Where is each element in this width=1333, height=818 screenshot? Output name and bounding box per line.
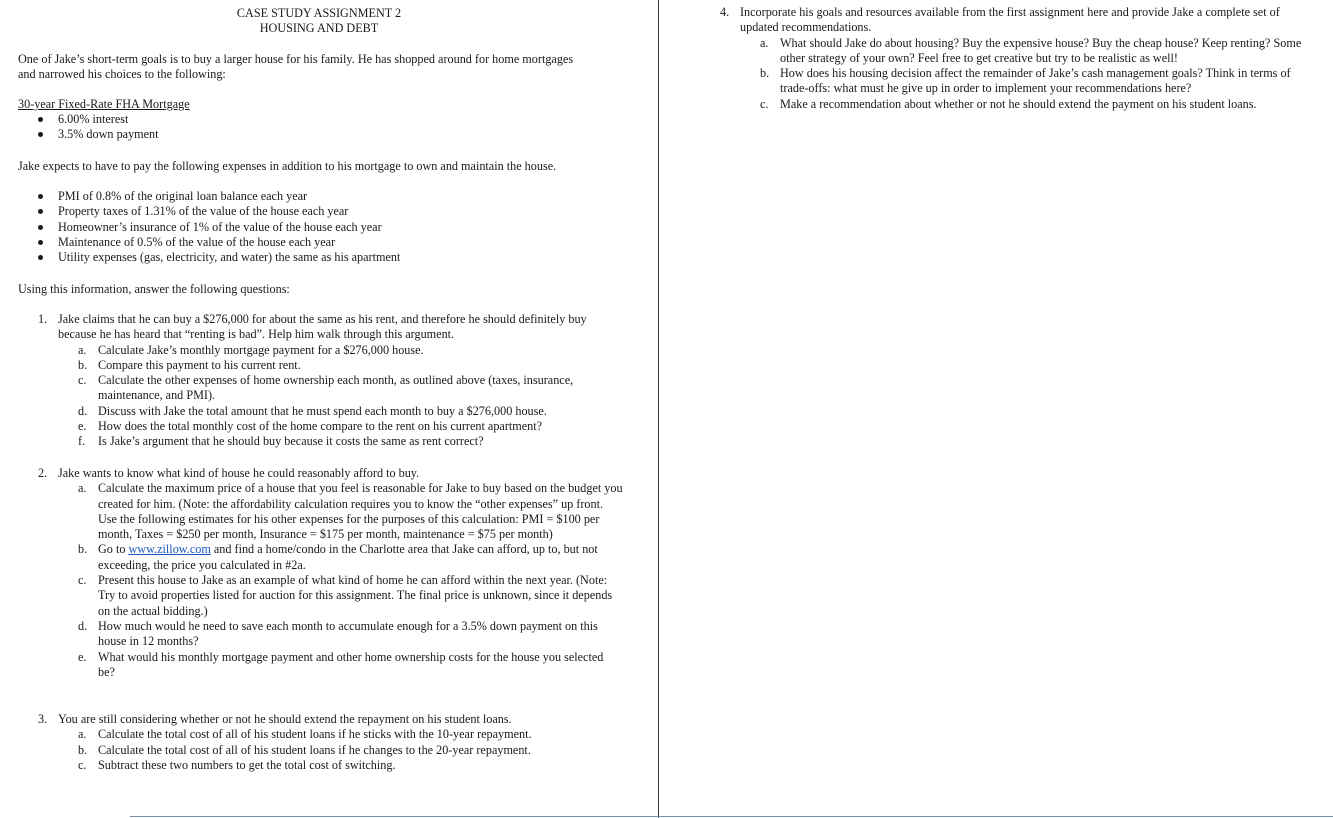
sub-letter: b. bbox=[760, 66, 770, 81]
sub-text: Calculate the maximum price of a house that you feel is reasonable for Jake to buy based on the budget you created for him. (Note: the affordability calculation requires you to know the “other expenses” up front. Use the following estimates for his other expenses for the purposes of this calculation: PMI = $100 per month, Taxes = $250 per month, Insurance = $175 per month, maintenance = $75 per month) bbox=[98, 481, 623, 542]
sub-question bbox=[78, 573, 623, 619]
sub-question bbox=[760, 66, 1310, 97]
sub-letter: c. bbox=[78, 573, 87, 588]
sub-text: Discuss with Jake the total amount that he must spend each month to buy a $276,000 house. bbox=[98, 403, 547, 418]
question-number: 1. bbox=[38, 312, 48, 326]
sub-question bbox=[78, 404, 623, 419]
list-item: Maintenance of 0.5% of the value of the house each year bbox=[38, 235, 400, 250]
mortgage-heading: 30-year Fixed-Rate FHA Mortgage bbox=[18, 97, 190, 111]
sub-letter: a. bbox=[760, 35, 769, 50]
question-text: Jake claims that he can buy a $276,000 for about the same as his rent, and therefore he should definitely buy because he has heard that “renting is bad”. Help him walk through this argument. bbox=[58, 312, 587, 342]
sub-text: What should Jake do about housing? Buy the expensive house? Buy the cheap house? Keep renting? Some other strategy of your own? Feel free to get creative but try to be realistic as well! bbox=[780, 35, 1302, 65]
sub-letter: b. bbox=[78, 742, 88, 757]
sub-text-pre: Go to bbox=[98, 542, 129, 557]
expenses-intro: Jake expects to have to pay the following expenses in addition to his mortgage to own and maintain the house. bbox=[18, 159, 557, 173]
sub-question bbox=[78, 650, 623, 681]
sub-question bbox=[78, 434, 623, 449]
sub-letter: d. bbox=[78, 618, 88, 633]
sub-question bbox=[78, 758, 623, 773]
sub-text-post: and find a home/condo in the Charlotte area that Jake can afford, up to, but not exceeding, the price you calculated in #2a. bbox=[98, 542, 598, 572]
sub-letter: e. bbox=[78, 419, 87, 434]
question-4 bbox=[720, 5, 1310, 112]
question-number: 2. bbox=[38, 466, 48, 480]
zillow-link[interactable]: www.zillow.com bbox=[128, 542, 211, 557]
question-text: Incorporate his goals and resources available from the first assignment here and provide Jake a complete set of updated recommendations. bbox=[740, 5, 1280, 35]
expenses-list bbox=[38, 189, 400, 265]
sub-text: Make a recommendation about whether or not he should extend the payment on his student loans. bbox=[780, 96, 1257, 111]
sub-text: Calculate the other expenses of home ownership each month, as outlined above (taxes, insurance, maintenance, and PMI). bbox=[98, 373, 574, 403]
sub-question bbox=[78, 481, 623, 542]
sub-letter: e. bbox=[78, 649, 87, 664]
list-item: Property taxes of 1.31% of the value of the house each year bbox=[38, 204, 400, 219]
question-number: 3. bbox=[38, 712, 48, 726]
sub-text: How does the total monthly cost of the home compare to the rent on his current apartment? bbox=[98, 419, 543, 434]
sub-letter: a. bbox=[78, 342, 87, 357]
sub-text: How does his housing decision affect the remainder of Jake’s cash management goals? Think in terms of trade-offs: what must he give up in order to implement your recommendations here? bbox=[780, 66, 1291, 96]
sub-question-list bbox=[38, 481, 623, 680]
assignment-subtitle: HOUSING AND DEBT bbox=[259, 21, 379, 35]
sub-letter: b. bbox=[78, 357, 88, 372]
question-2 bbox=[38, 466, 623, 680]
question-number: 4. bbox=[720, 5, 730, 19]
sub-text: Calculate the total cost of all of his student loans if he sticks with the 10-year repayment. bbox=[98, 727, 532, 742]
list-item: Homeowner’s insurance of 1% of the value of the house each year bbox=[38, 220, 400, 235]
sub-letter: c. bbox=[78, 757, 87, 772]
sub-text: Subtract these two numbers to get the total cost of switching. bbox=[98, 757, 396, 772]
sub-letter: c. bbox=[78, 373, 87, 388]
instructions-line: Using this information, answer the following questions: bbox=[18, 282, 290, 296]
question-1 bbox=[38, 312, 623, 450]
right-page bbox=[659, 0, 1333, 818]
assignment-title: CASE STUDY ASSIGNMENT 2 bbox=[236, 6, 402, 20]
intro-paragraph: One of Jake’s short-term goals is to buy a larger house for his family. He has shopped around for home mortgages and narrowed his choices to the following: bbox=[18, 52, 574, 82]
sub-letter: c. bbox=[760, 96, 769, 111]
sub-text: Is Jake’s argument that he should buy because it costs the same as rent correct? bbox=[98, 434, 484, 449]
sub-text: Present this house to Jake as an example of what kind of home he can afford within the next year. (Note: Try to avoid properties listed for auction for this assignment. The final price is unknown, since it depends on the actual bidding.) bbox=[98, 573, 613, 618]
sub-question-list bbox=[38, 727, 623, 773]
sub-letter: a. bbox=[78, 727, 87, 742]
sub-text: What would his monthly mortgage payment and other home ownership costs for the house you selected be? bbox=[98, 649, 604, 679]
list-item: 3.5% down payment bbox=[38, 127, 159, 142]
sub-question bbox=[78, 343, 623, 358]
question-3 bbox=[38, 712, 623, 773]
list-item: 6.00% interest bbox=[38, 112, 159, 127]
sub-question-list bbox=[38, 343, 623, 450]
sub-question bbox=[78, 542, 623, 573]
sub-letter: f. bbox=[78, 434, 86, 449]
sub-text: How much would he need to save each month to accumulate enough for a 3.5% down payment on this house in 12 months? bbox=[98, 618, 598, 649]
sub-text: Compare this payment to his current rent. bbox=[98, 357, 301, 372]
sub-text: Calculate Jake’s monthly mortgage payment for a $276,000 house. bbox=[98, 342, 424, 357]
sub-text: Calculate the total cost of all of his student loans if he changes to the 20-year repayment. bbox=[98, 742, 531, 757]
sub-letter: d. bbox=[78, 403, 88, 418]
sub-letter: b. bbox=[78, 542, 88, 557]
sub-question bbox=[78, 743, 623, 758]
sub-question bbox=[78, 619, 623, 650]
mortgage-terms-list bbox=[38, 112, 159, 143]
sub-question bbox=[78, 358, 623, 373]
left-page bbox=[0, 0, 659, 818]
sub-question bbox=[78, 373, 623, 404]
sub-question bbox=[760, 36, 1310, 67]
sub-question bbox=[78, 727, 623, 742]
sub-question bbox=[78, 419, 623, 434]
list-item: Utility expenses (gas, electricity, and water) the same as his apartment bbox=[38, 250, 400, 265]
sub-letter: a. bbox=[78, 481, 87, 496]
document-header bbox=[0, 6, 638, 36]
sub-question-list bbox=[720, 36, 1310, 112]
sub-question bbox=[760, 97, 1310, 112]
question-text: You are still considering whether or not he should extend the repayment on his student loans. bbox=[58, 712, 512, 726]
list-item: PMI of 0.8% of the original loan balance each year bbox=[38, 189, 400, 204]
question-text: Jake wants to know what kind of house he could reasonably afford to buy. bbox=[58, 466, 420, 480]
page-bottom-rule bbox=[130, 816, 1333, 817]
